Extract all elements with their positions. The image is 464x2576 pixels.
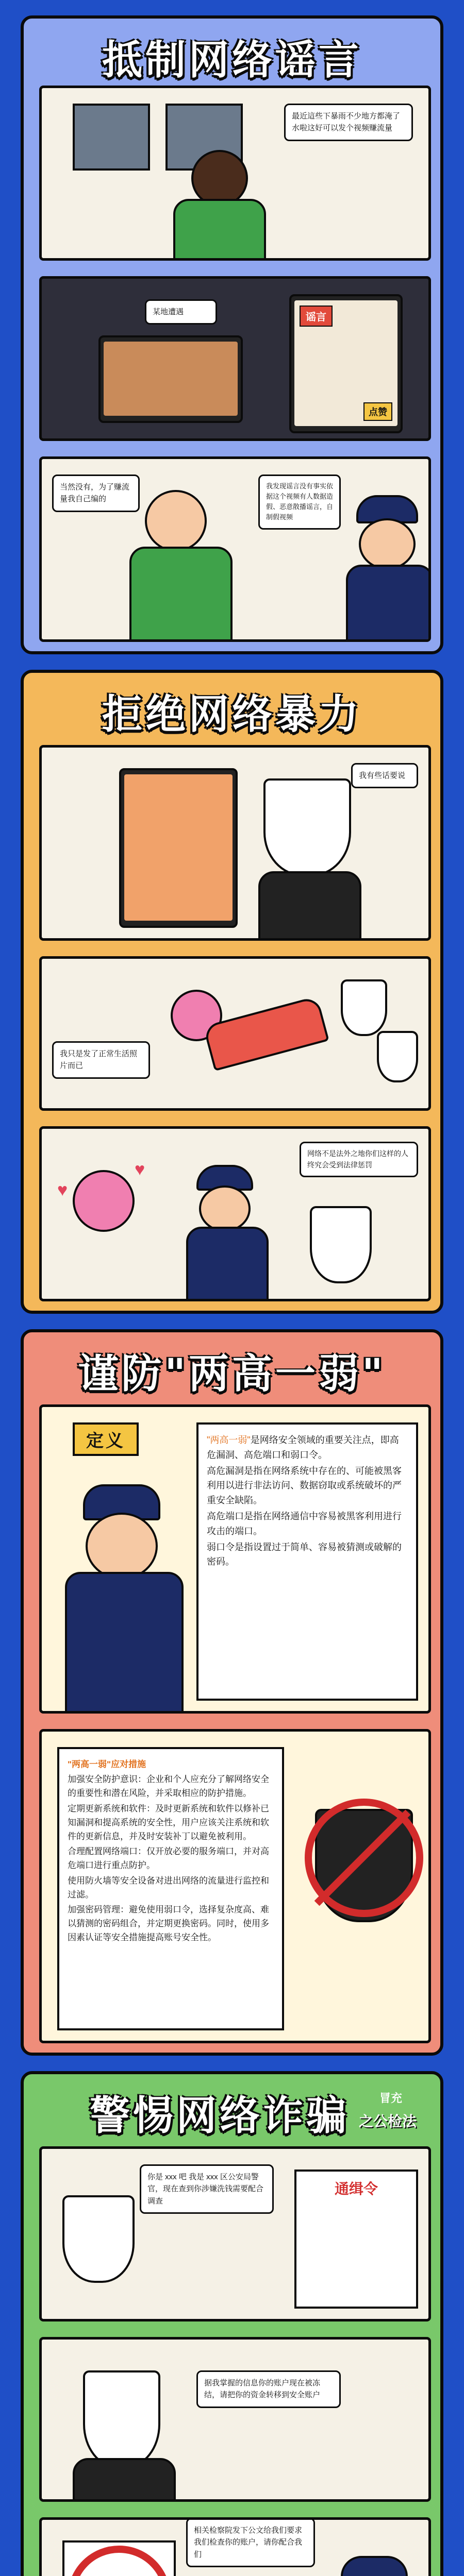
comic-panel	[39, 745, 431, 941]
section-title: 拒绝网络暴力	[102, 691, 362, 738]
phone-image	[98, 335, 243, 423]
phone-screen	[104, 342, 238, 416]
comic-panel	[39, 2517, 431, 2576]
troll-body	[258, 871, 361, 941]
character-body	[173, 199, 266, 261]
phone-screen	[294, 300, 397, 426]
police-body	[65, 1572, 184, 1714]
phone-image	[289, 294, 403, 433]
measure-item: 加强安全防护意识：企业和个人应充分了解网络安全的重要性和潜在风险，并采取相应的防护措施。	[68, 1774, 269, 1799]
character-body	[129, 547, 233, 642]
like-label: 点赞	[363, 402, 392, 421]
police-head	[86, 1513, 158, 1580]
troll-mask	[341, 979, 387, 1036]
window-image	[73, 104, 150, 171]
scammer-mask	[62, 2195, 135, 2283]
measure-item: 加强密码管理：避免使用弱口令，选择复杂度高、难以猜测的密码组合，并定期更换密码。同时，使用多因素认证等安全措施提高账号安全性。	[68, 1904, 269, 1943]
definition-line: 高危端口是指在网络通信中容易被黑客利用进行攻击的端口。	[207, 1511, 402, 1536]
victim-body	[203, 996, 329, 1071]
comic-panel	[39, 2146, 431, 2321]
scammer-body	[73, 2458, 176, 2502]
speech-bubble: 我有些话要说	[351, 763, 418, 788]
police-cap	[341, 2556, 408, 2576]
character-head	[145, 490, 207, 552]
definition-panel	[39, 1404, 431, 1714]
measure-item: 定期更新系统和软件：及时更新系统和软件以修补已知漏洞和提高系统的安全性，用户应该关注系统和软件的更新信息，并及时安装补丁以避免被利用。	[68, 1803, 269, 1841]
police-body	[346, 565, 431, 642]
speech-bubble: 网络不是法外之地你们这样的人终究会受到法律惩罚	[300, 1142, 418, 1177]
troll-mask	[310, 1206, 372, 1283]
highlight: "两高一弱"	[207, 1435, 251, 1445]
measures-panel	[39, 1729, 431, 2043]
comic-panel	[39, 2337, 431, 2502]
heart-icon: ♥	[135, 1160, 145, 1179]
speech-bubble: 据我掌握的信息你的账户现在被冻结，请把你的资金转移到安全账户	[196, 2370, 341, 2408]
measures-title: "两高一弱"应对措施	[68, 1759, 146, 1769]
comic-panel	[39, 1126, 431, 1301]
character-head	[191, 150, 248, 207]
definition-line: 弱口令是指设置过于简单、容易被猜测或破解的密码。	[207, 1541, 402, 1567]
speech-bubble: 我发现谣言没有事实依据这个视频有人数据造假、恶意散播谣言，自制假视频	[258, 474, 341, 530]
scammer-mask	[83, 2370, 160, 2468]
speech-bubble: 相关检察院发下公文给我们要求我们检查你的账户，请你配合我们	[186, 2518, 315, 2567]
measures-box	[57, 1747, 284, 2030]
troll-mask	[263, 778, 351, 876]
heart-icon: ♥	[57, 1180, 68, 1200]
definition-line: 高危漏洞是指在网络系统中存在的、可能被黑客利用以进行非法访问、数据窃取或系统破坏的严重安全缺陷。	[207, 1465, 402, 1506]
rumor-label: 谣言	[300, 306, 333, 327]
definition-line: "两高一弱"是网络安全领域的重要关注点，即高危漏洞、高危端口和弱口令。	[207, 1435, 399, 1460]
section-title: 抵制网络谣言	[102, 37, 362, 83]
measure-item: 使用防火墙等安全设备对进出网络的流量进行监控和过滤。	[68, 1875, 269, 1900]
troll-mask	[377, 1031, 418, 1082]
comic-panel	[39, 456, 431, 642]
police-head	[199, 1185, 251, 1232]
definition-tag: 定义	[73, 1422, 139, 1456]
victim-head	[73, 1170, 135, 1232]
section-title: 谨防"两高一弱"	[78, 1351, 386, 1397]
comic-panel	[39, 956, 431, 1111]
speech-bubble: 某地遭遇	[145, 299, 217, 325]
fraud-badge: 冒充	[379, 2092, 403, 2105]
speech-bubble: 我只是发了正常生活照片而已	[52, 1041, 150, 1079]
measure-item: 合理配置网络端口：仅开放必要的服务端口，并对高危端口进行重点防护。	[68, 1846, 269, 1871]
comic-panel	[39, 276, 431, 441]
speech-bubble: 最近這些下暴雨不少地方都淹了水啦这好可以发个视频赚流量	[284, 104, 413, 141]
fraud-subtitle: 之公检法	[359, 2113, 417, 2129]
police-body	[186, 1227, 269, 1301]
phone-image	[119, 768, 238, 928]
wanted-title: 通缉令	[334, 2181, 378, 2197]
section-violence	[21, 670, 443, 1314]
section-two-high-one-weak	[21, 1329, 443, 2056]
section-rumor	[21, 15, 443, 654]
police-head	[359, 518, 416, 570]
section-title: 警惕网络诈骗	[89, 2093, 350, 2139]
speech-bubble: 你是 xxx 吧 我是 xxx 区公安局警官，现在查到你涉嫌洗钱需要配合调查	[140, 2164, 274, 2214]
section-fraud	[21, 2071, 443, 2576]
speech-bubble: 当然没有，为了赚流量我自己编的	[52, 474, 140, 512]
phone-screen	[124, 774, 233, 921]
comic-panel	[39, 86, 431, 261]
definition-box	[196, 1422, 418, 1701]
wanted-notice	[294, 2170, 418, 2309]
